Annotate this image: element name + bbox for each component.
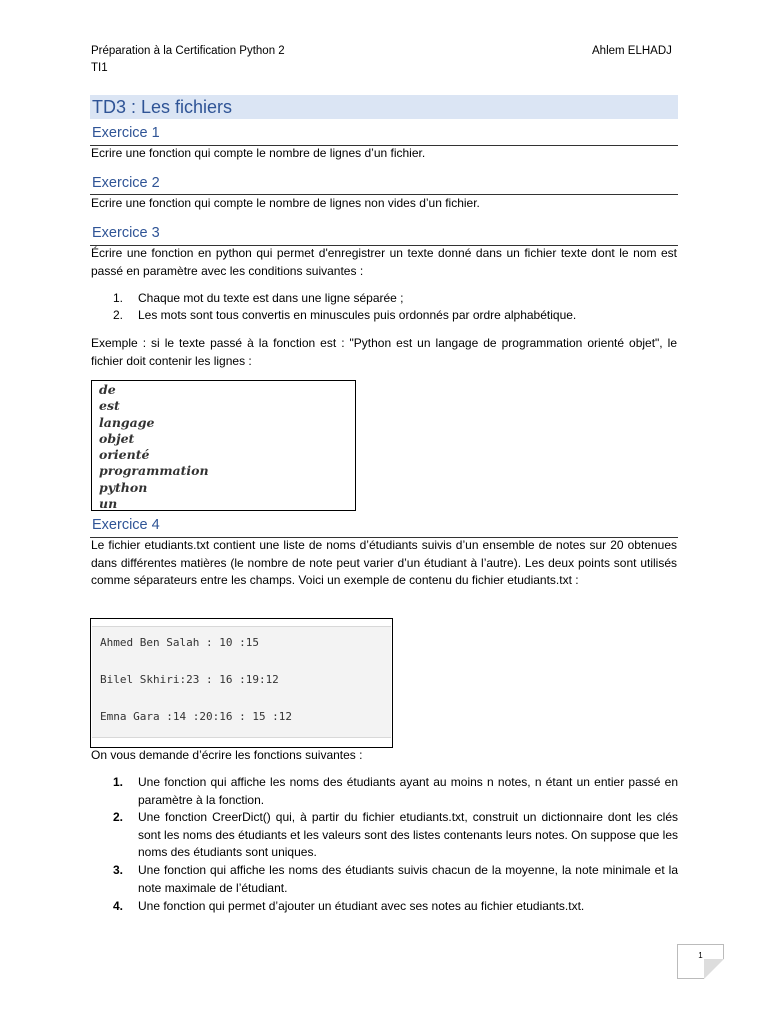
- item-number: 3.: [113, 863, 124, 877]
- exercise-3-example: Exemple : si le texte passé à la fonction est : "Python est un langage de programmation orienté objet", le fichier doit contenir les lignes :: [91, 336, 677, 368]
- word-line: objet: [99, 430, 135, 446]
- item-text: Une fonction qui affiche les noms des étudiants suivis chacun de la moyenne, la note minimale et la note maximale de l’étudiant.: [138, 863, 678, 895]
- word-line: programmation: [99, 463, 209, 479]
- word-line: un: [99, 496, 118, 512]
- exercise-3-title: Exercice 3: [92, 225, 160, 241]
- code-line: Bilel Skhiri:23 : 16 :19:12: [100, 673, 279, 686]
- exercise-1-text: Ecrire une fonction qui compte le nombre de lignes d’un fichier.: [91, 146, 426, 160]
- exercise-2-title: Exercice 2: [92, 175, 160, 191]
- page-fold-corner: [704, 959, 724, 979]
- item-number: 4.: [113, 899, 124, 913]
- page-number: 1: [698, 951, 703, 960]
- item-text: Une fonction CreerDict() qui, à partir du fichier etudiants.txt, construit un dictionnaire dont les clés sont les noms des étudiants et les valeurs sont des listes contenants leurs notes. On suppose que les noms des étudiants sont uniques.: [138, 810, 678, 859]
- exercise-4-title: Exercice 4: [92, 517, 160, 533]
- item-text: Une fonction qui affiche les noms des étudiants ayant au moins n notes, n étant un entier passé en paramètre à la fonction.: [138, 775, 678, 807]
- exercise-4-text: Le fichier etudiants.txt contient une liste de noms d’étudiants suivis d’un ensemble de notes sur 20 obtenues dans différentes matières (le nombre de note peut varier d’un étudiant à l’autre). Les deux points sont utilisés comme séparateurs entre les champs. Voici un exemple de contenu du fichier etudiants.txt :: [91, 538, 677, 587]
- item-text: Les mots sont tous convertis en minuscules puis ordonnés par ordre alphabétique.: [138, 308, 577, 322]
- exercise-3-text: Écrire une fonction en python qui permet d'enregistrer un texte donné dans un fichier texte dont le nom est passé en paramètre avec les conditions suivantes :: [91, 246, 677, 278]
- item-number: 2.: [113, 810, 124, 824]
- header-left-line2: TI1: [91, 62, 108, 74]
- word-line: langage: [99, 414, 155, 430]
- file-content-box: [90, 618, 393, 748]
- item-number: 1.: [113, 775, 124, 789]
- item-text: Chaque mot du texte est dans une ligne séparée ;: [138, 291, 404, 305]
- word-line: de: [99, 382, 116, 397]
- item-number: 2.: [113, 308, 124, 322]
- code-block: [92, 626, 391, 738]
- code-line: Emna Gara :14 :20:16 : 15 :12: [100, 710, 293, 723]
- item-text: Une fonction qui permet d’ajouter un étudiant avec ses notes au fichier etudiants.txt.: [138, 899, 585, 913]
- page-number-box: [677, 944, 724, 979]
- page-title: TD3 : Les fichiers: [92, 97, 233, 117]
- header-author: Ahlem ELHADJ: [592, 45, 672, 57]
- exercise-4-ask: On vous demande d’écrire les fonctions suivantes :: [91, 748, 363, 762]
- item-number: 1.: [113, 291, 124, 305]
- exercise-2-text: Ecrire une fonction qui compte le nombre de lignes non vides d’un fichier.: [91, 196, 480, 210]
- word-line: est: [99, 398, 120, 414]
- header-left-line1: Préparation à la Certification Python 2: [91, 45, 285, 57]
- word-line: python: [99, 479, 148, 495]
- words-output-box: [91, 380, 356, 511]
- word-line: orienté: [99, 447, 150, 463]
- exercise-1-title: Exercice 1: [92, 125, 160, 141]
- code-line: Ahmed Ben Salah : 10 :15: [100, 636, 259, 649]
